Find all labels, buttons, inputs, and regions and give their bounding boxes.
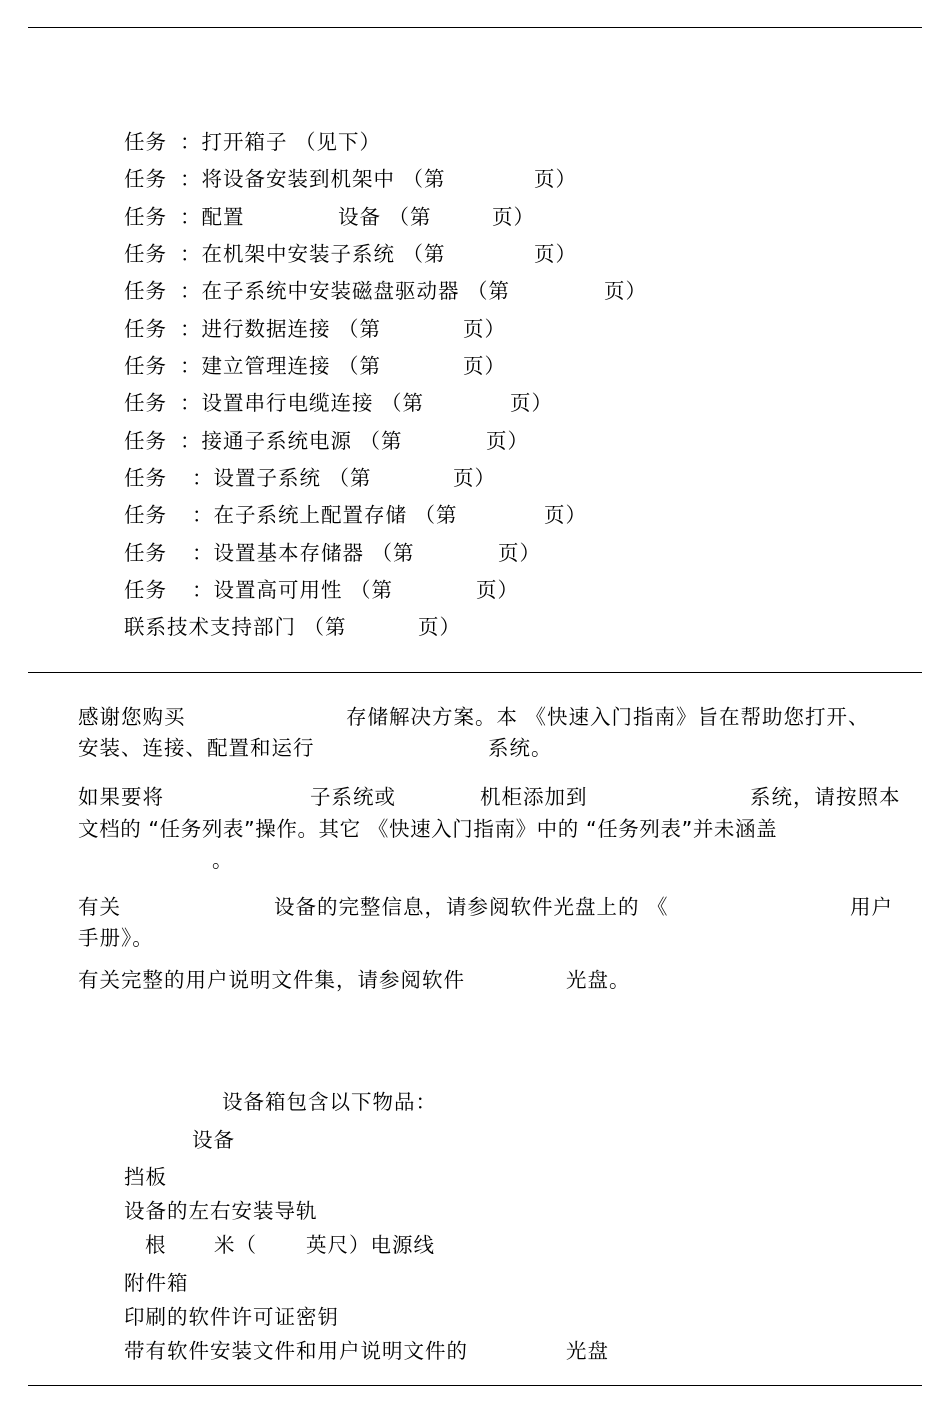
intro-p2-l3: 。 [212, 848, 234, 872]
task-title: ：设置子系统 （第 [192, 466, 372, 490]
box-item-license: 印刷的软件许可证密钥 [124, 1305, 339, 1329]
box-item-cd-a: 带有软件安装文件和用户说明文件的 [124, 1339, 468, 1363]
task-label: 任务 [124, 354, 167, 378]
intro-p2-l1c: 机柜添加到 [480, 785, 588, 809]
task-page: 页） [486, 429, 529, 453]
box-item-cord-b: 米（ [214, 1233, 257, 1257]
task-title: ：设置串行电缆连接 （第 [180, 391, 425, 415]
task-page: 页） [498, 541, 541, 565]
task-label: 任务 [124, 429, 167, 453]
task-page: 页） [510, 391, 553, 415]
box-item-cord-a: 根 [145, 1233, 167, 1257]
intro-p1-l2a: 安装、连接、配置和运行 [78, 736, 315, 760]
section-rule [28, 672, 922, 673]
task-title: ：进行数据连接 （第 [180, 317, 382, 341]
task-label: 任务 [124, 541, 167, 565]
task-page: 页） [604, 279, 647, 303]
intro-p1-l1b: 存储解决方案。本 《快速入门指南》旨在帮助您打开、 [346, 705, 870, 729]
task-title-cont: 设备 （第 [338, 205, 432, 229]
task-page: 页） [463, 354, 506, 378]
task-page: 页） [544, 503, 587, 527]
task-page: 页） [453, 466, 496, 490]
task-label: 任务 [124, 205, 167, 229]
intro-p4-b: 光盘。 [566, 968, 631, 992]
bottom-rule [28, 1385, 922, 1386]
task-title: ：设置基本存储器 （第 [192, 541, 415, 565]
task-label: 任务 [124, 167, 167, 191]
task-page: 页） [534, 242, 577, 266]
task-title: ：在子系统上配置存储 （第 [192, 503, 458, 527]
task-page: 页） [463, 317, 506, 341]
task-title: ：在机架中安装子系统 （第 [180, 242, 446, 266]
intro-p2-l2: 文档的 “任务列表”操作。其它 《快速入门指南》中的 “任务列表”并未涵盖 [78, 817, 778, 841]
task-label: 任务 [124, 503, 167, 527]
task-label: 任务 [124, 466, 167, 490]
intro-p3-l1b: 设备的完整信息，请参阅软件光盘上的 《 [274, 895, 669, 919]
task-label: 任务 [124, 279, 167, 303]
task-title: ：配置 [180, 205, 245, 229]
task-label: 任务 [124, 317, 167, 341]
top-rule [28, 27, 922, 28]
box-heading: 设备箱包含以下物品： [222, 1090, 437, 1114]
task-title: ：将设备安装到机架中 （第 [180, 167, 446, 191]
intro-p2-l1d: 系统，请按照本 [750, 785, 901, 809]
intro-p4-a: 有关完整的用户说明文件集，请参阅软件 [78, 968, 465, 992]
box-item-rails: 设备的左右安装导轨 [124, 1199, 318, 1223]
task-title: ：打开箱子 （见下） [180, 130, 382, 154]
intro-p2-l1a: 如果要将 [78, 785, 164, 809]
task-label: 任务 [124, 242, 167, 266]
intro-p3-l2: 手册》。 [78, 926, 154, 950]
task-title: ：设置高可用性 （第 [192, 578, 394, 602]
box-item-cd-b: 光盘 [566, 1339, 609, 1363]
task-page: 页） [534, 167, 577, 191]
intro-p3-l1a: 有关 [78, 895, 121, 919]
task-page: 页） [492, 205, 535, 229]
task-title: ：在子系统中安装磁盘驱动器 （第 [180, 279, 511, 303]
box-item-bezel: 挡板 [124, 1165, 167, 1189]
intro-p1-l2b: 系统。 [488, 736, 553, 760]
task-title: ：接通子系统电源 （第 [180, 429, 403, 453]
task-label: 任务 [124, 391, 167, 415]
task-label: 任务 [124, 578, 167, 602]
contact-support: 联系技术支持部门 （第 [124, 615, 347, 639]
intro-p3-l1c: 用户 [850, 895, 893, 919]
task-title: ：建立管理连接 （第 [180, 354, 382, 378]
contact-page: 页） [418, 615, 461, 639]
box-item-accessory: 附件箱 [124, 1271, 189, 1295]
task-label: 任务 [124, 130, 167, 154]
box-item-cord-c: 英尺）电源线 [306, 1233, 435, 1257]
task-page: 页） [476, 578, 519, 602]
box-item-device: 设备 [192, 1128, 235, 1152]
intro-p2-l1b: 子系统或 [310, 785, 396, 809]
intro-p1-l1a: 感谢您购买 [78, 705, 186, 729]
